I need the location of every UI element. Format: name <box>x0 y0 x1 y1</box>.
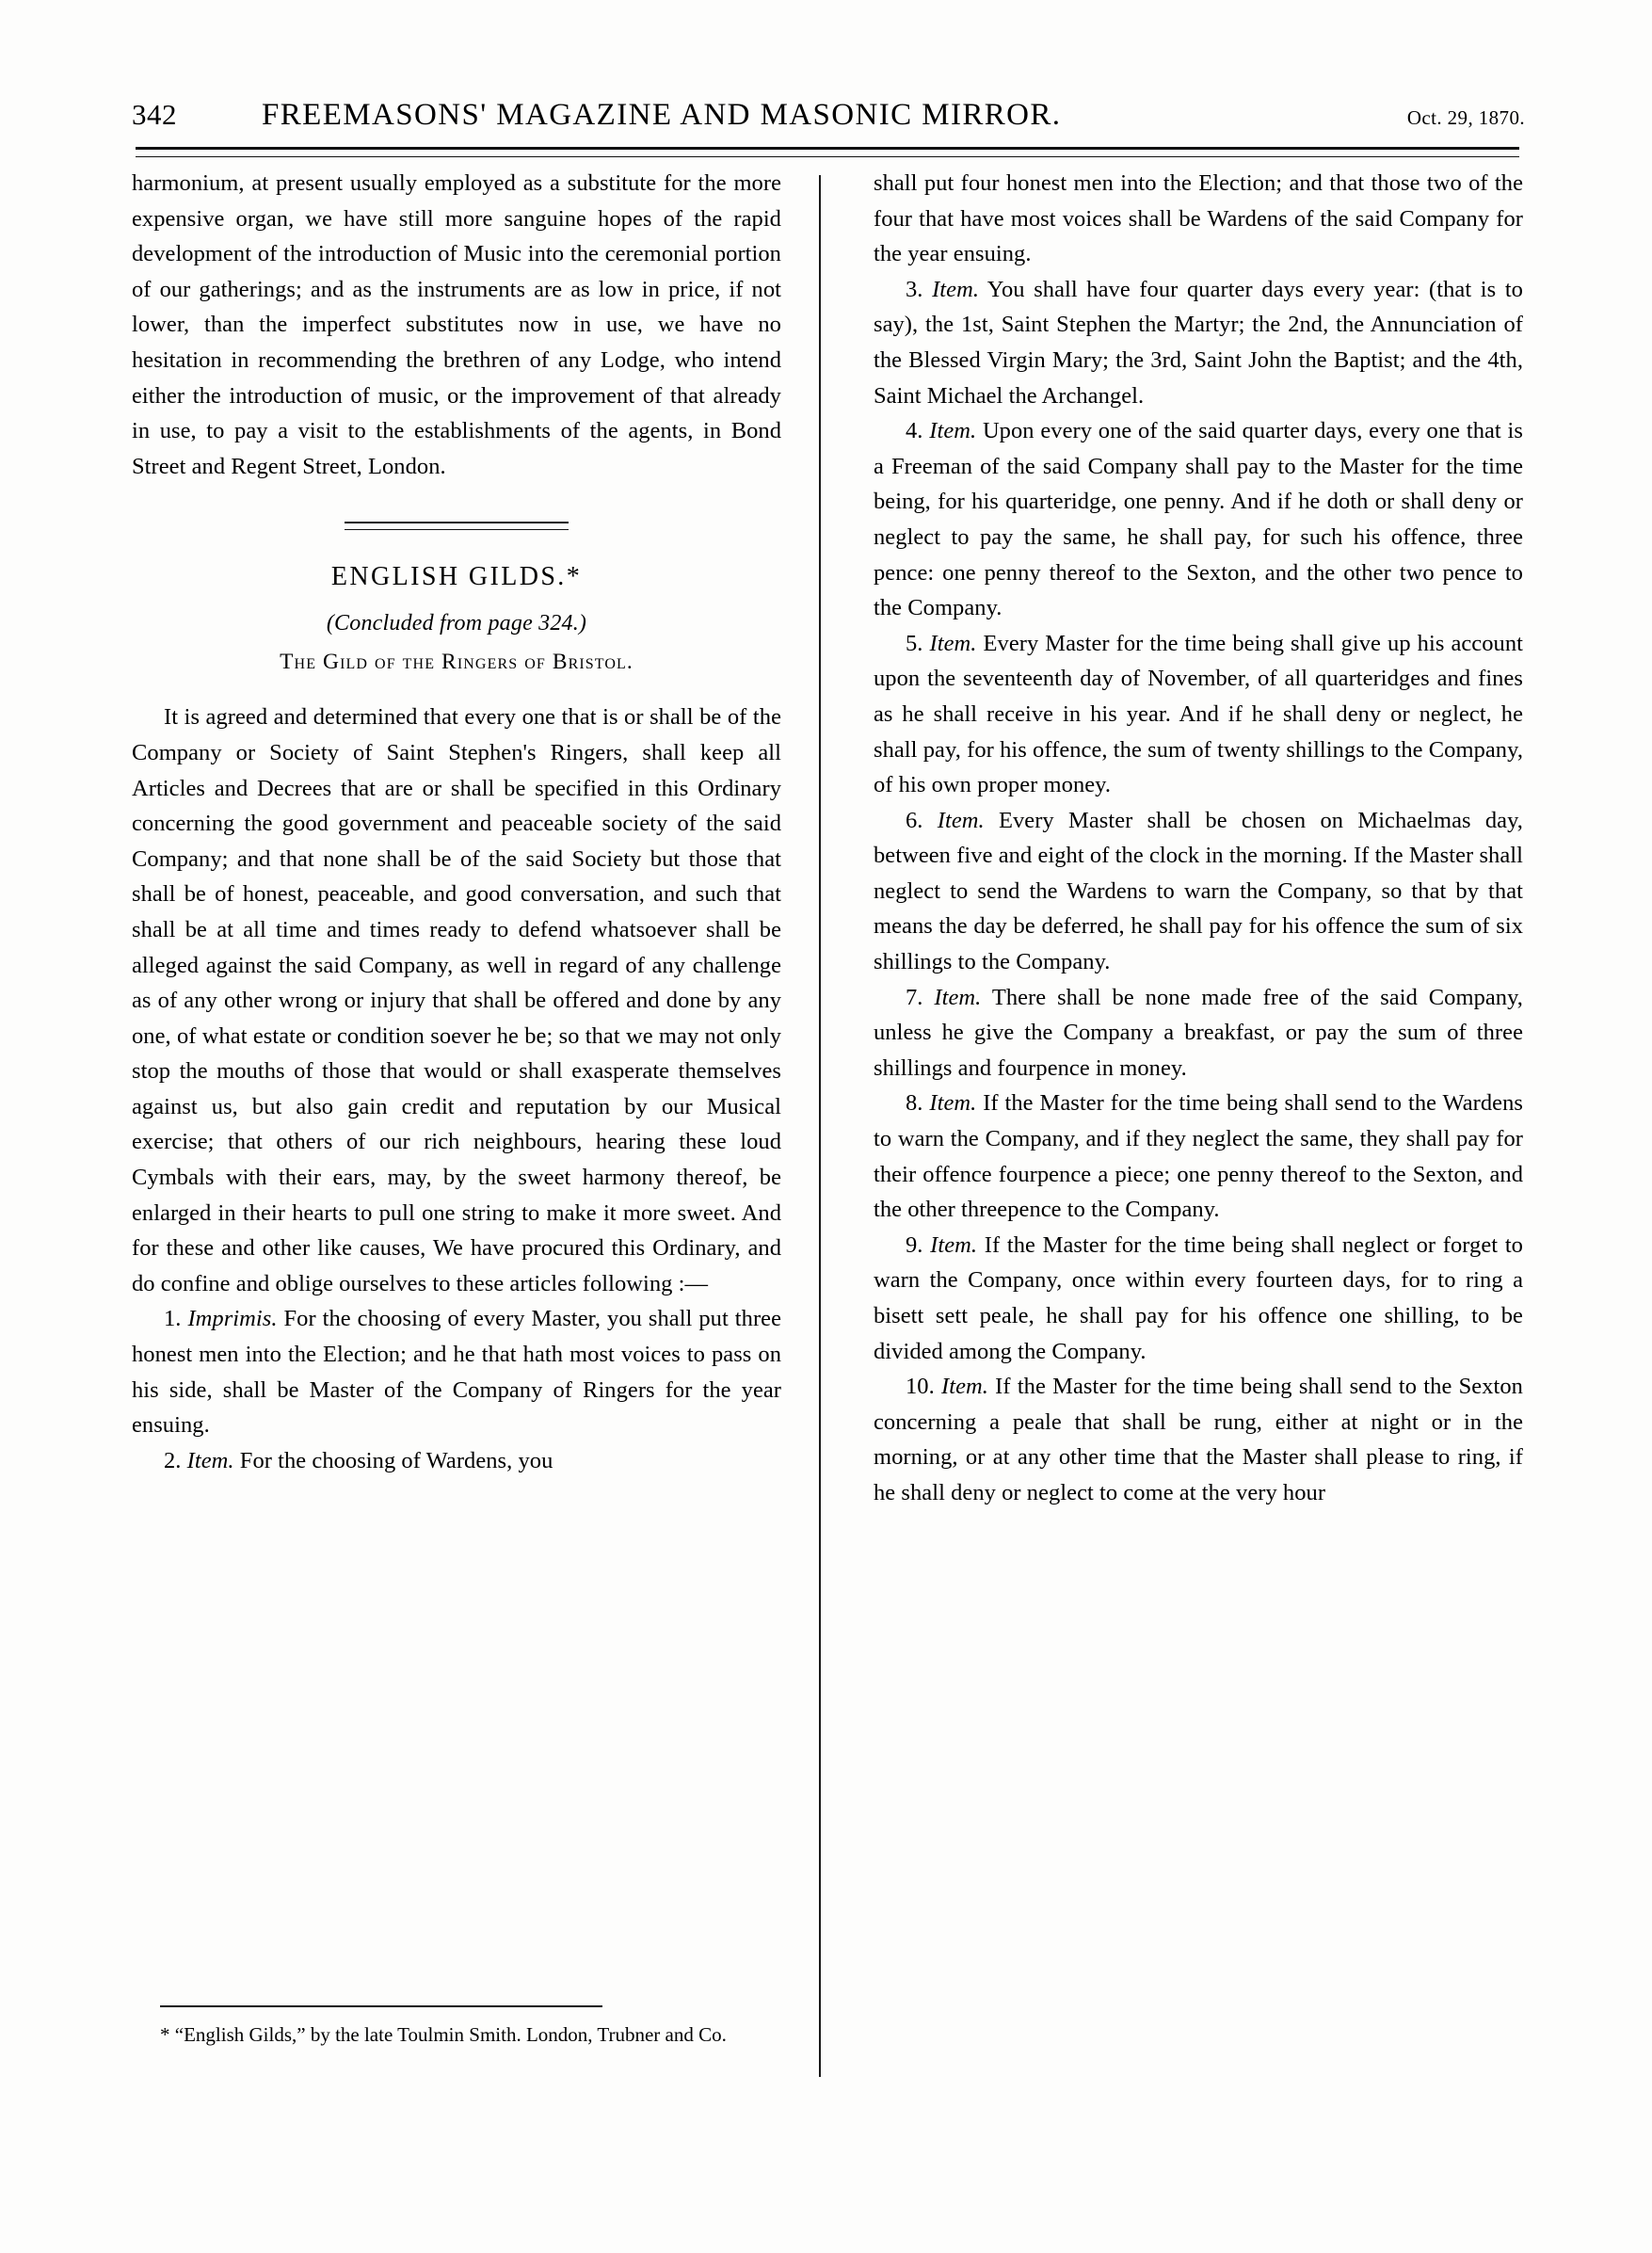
item-number: 5. <box>906 630 923 656</box>
item-text: Upon every one of the said quarter days, every one that is a Freeman of the said Company shall pay to the Master for the time being, for his quarteridge, one penny. And if he doth or shall deny or neglect to pay the same, he shall pay, for such his offence, three pence: one penny thereof to the Sexton, and the other two pence to the Company. <box>874 418 1523 621</box>
right-article-item-6 <box>874 803 1523 980</box>
item-number: 2. <box>164 1447 182 1473</box>
item-text: Every Master for the time being shall give up his account upon the seventeenth day of November, of all quarteridges and fines as he shall receive in his year. And if he shall deny or neglect, he shall pay, for his offence, the sum of twenty shillings to the Company, of his own proper money. <box>874 630 1523 798</box>
masthead-date: Oct. 29, 1870. <box>1406 106 1525 129</box>
item-label: Item. <box>932 276 980 302</box>
left-paragraph-1: It is agreed and determined that every one that is or shall be of the Company or Society of Saint Stephen's Ringers, shall keep all Articles and Decrees that are or shall be specified in this Ordinary concerning the good government and peaceable society of the said Company; and that none shall be of the said Society but those that shall be of honest, peaceable, and good conversation, and such that shall be at all time and times ready to defend whatsoever shall be alleged against the said Company, as well in regard of any challenge as of any other wrong or injury that shall be offered and done by any one, of what estate or condition soever he be; so that we may not only stop the mouths of those that would or shall exasperate themselves against us, but also gain credit and reputation by our Musical exercise; that others of our rich neighbours, hearing these loud Cymbals with their ears, may, by the sweet harmony thereof, be enlarged in their hearts to pull one string to make it more sweet. And for these and other like causes, We have procured this Ordinary, and do confine and oblige ourselves to these articles following :— <box>132 704 781 1296</box>
right-article-item-4 <box>874 413 1523 626</box>
item-label: Item. <box>934 984 982 1010</box>
right-article-item-9 <box>874 1228 1523 1369</box>
item-text: If the Master for the time being shall send to the Wardens to warn the Company, and if they neglect the same, they shall pay for their offence fourpence a piece; one penny thereof to the Sexton, and the other threepence to the Company. <box>874 1090 1523 1223</box>
item-label: Item. <box>930 1231 978 1258</box>
footnote-text <box>132 2020 781 2050</box>
running-header <box>132 98 1525 141</box>
item-number: 9. <box>906 1231 923 1258</box>
item-number: 8. <box>906 1090 923 1117</box>
item-number: 1. <box>164 1306 182 1332</box>
item-label: Imprimis. <box>187 1306 278 1332</box>
section-subtitle: (Concluded from page 324.) <box>326 611 587 636</box>
right-article-item-3 <box>874 272 1523 413</box>
item-label: Item. <box>929 1090 977 1117</box>
section-divider-rule <box>345 522 569 530</box>
footnote-separator-rule <box>160 2005 602 2007</box>
column-divider-rule <box>819 175 821 2077</box>
left-article-item-1 <box>132 1301 781 1442</box>
item-label: Item. <box>186 1447 234 1473</box>
header-double-rule <box>136 147 1519 157</box>
item-number: 7. <box>906 984 923 1010</box>
footnote-body: “English Gilds,” by the late Toulmin Smith. London, Trubner and Co. <box>174 2023 727 2046</box>
right-article-item-8 <box>874 1086 1523 1227</box>
right-column <box>874 166 1523 1511</box>
right-article-item-10 <box>874 1369 1523 1510</box>
section-smallcaps-heading: The Gild of the Ringers of Bristol. <box>280 650 634 675</box>
item-label: Item. <box>929 630 977 656</box>
item-text: You shall have four quarter days every year: (that is to say), the 1st, Saint Stephen the Martyr; the 2nd, the Annunciation of the Blessed Virgin Mary; the 3rd, Saint John the Baptist; and the 4th, Saint Michael the Archangel. <box>874 276 1523 409</box>
page-number: 342 <box>132 98 177 131</box>
left-column <box>132 166 781 1478</box>
left-article-item-2 <box>132 1443 781 1479</box>
right-article-item-7 <box>874 980 1523 1086</box>
item-label: Item. <box>937 807 985 833</box>
item-text: If the Master for the time being shall neglect or forget to warn the Company, once within every fourteen days, for to ring a bisett sett peale, he shall pay for his offence one shilling, to be divided among the Company. <box>874 1231 1523 1364</box>
item-number: 6. <box>906 807 923 833</box>
right-article-item-5 <box>874 626 1523 803</box>
item-text: Every Master shall be chosen on Michaelmas day, between five and eight of the clock in the morning. If the Master shall neglect to send the Wardens to warn the Company, so that by that means the day be deferred, he shall pay for his offence the sum of six shillings to the Company. <box>874 807 1523 975</box>
footnote-block <box>132 2005 781 2050</box>
item-number: 3. <box>906 276 923 302</box>
item-number: 4. <box>906 418 923 444</box>
left-opening-paragraph: harmonium, at present usually employed as a substitute for the more expensive organ, we have still more sanguine hopes of the rapid development of the introduction of Music into the ceremonial portion of our gatherings; and as the instruments are as low in price, if not lower, than the imperfect substitutes now in use, we have no hesitation in recommending the brethren of any Lodge, who intend either the introduction of music, or the improvement of that already in use, to pay a visit to the establishments of the agents, in Bond Street and Regent Street, London. <box>132 170 781 479</box>
item-label: Item. <box>941 1374 988 1400</box>
item-text: If the Master for the time being shall send to the Sexton concerning a peale that shall be rung, either at night or in the morning, or at any other time that the Master shall please to ring, if he shall deny or neglect to come at the very hour <box>874 1374 1523 1505</box>
masthead-title: FREEMASONS' MAGAZINE AND MASONIC MIRROR. <box>262 98 1062 132</box>
item-number: 10. <box>906 1374 935 1400</box>
section-title: ENGLISH GILDS.* <box>330 562 583 592</box>
item-text: There shall be none made free of the said Company, unless he give the Company a breakfast, or pay the sum of three shillings and fourpence in money. <box>874 984 1523 1081</box>
right-continuation-paragraph: shall put four honest men into the Election; and that those two of the four that have most voices shall be Wardens of the said Company for the year ensuing. <box>874 170 1523 267</box>
column-container <box>132 166 1523 2143</box>
item-text: For the choosing of every Master, you shall put three honest men into the Election; and he that hath most voices to pass on his side, shall be Master of the Company of Ringers for the year ensuing. <box>132 1306 781 1439</box>
footnote-marker: * <box>160 2023 170 2046</box>
item-label: Item. <box>929 418 977 444</box>
item-text: For the choosing of Wardens, you <box>239 1447 553 1473</box>
